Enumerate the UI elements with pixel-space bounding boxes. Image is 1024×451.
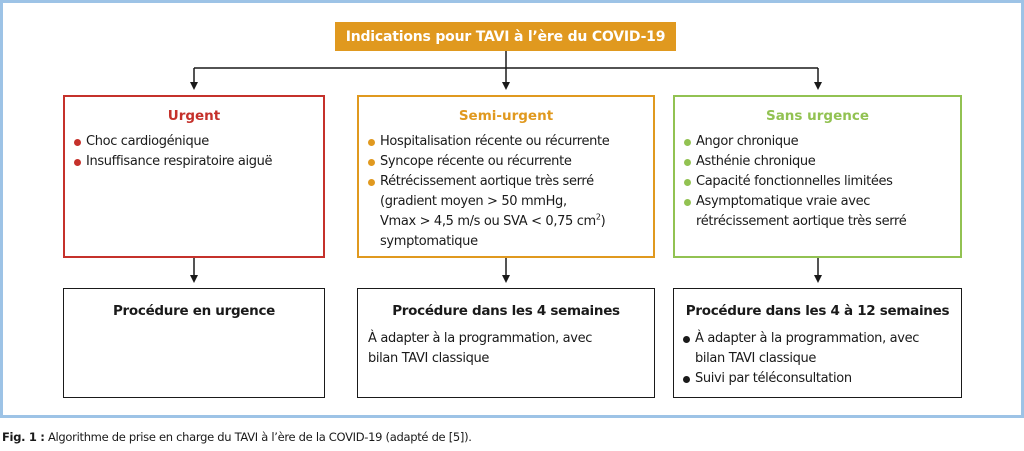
procedure-urgent-title: Procédure en urgence	[112, 303, 276, 319]
item-text: Asthénie chronique	[696, 154, 816, 169]
text-line: À adapter à la programmation, avec	[368, 331, 593, 346]
item-text: À adapter à la programmation, avec	[695, 331, 920, 346]
item-text: symptomatique	[380, 234, 478, 249]
bullet-icon	[684, 179, 691, 186]
item-text: )	[600, 214, 606, 229]
item-text: Vmax > 4,5 m/s ou SVA < 0,75 cm	[380, 214, 596, 229]
bullet-icon	[684, 159, 691, 166]
caption-text: Algorithme de prise en charge du TAVI à l’ère de la COVID-19 (adapté de [5]).	[44, 430, 472, 444]
caption-label: Fig. 1 :	[2, 430, 45, 444]
category-urgent-title: Urgent	[167, 108, 221, 124]
bullet-icon	[368, 159, 375, 166]
category-semi-urgent-title: Semi-urgent	[458, 108, 554, 124]
list-item	[682, 329, 955, 369]
category-semi-urgent-box	[357, 95, 655, 258]
list-item	[73, 132, 317, 152]
item-text: bilan TAVI classique	[695, 351, 817, 366]
item-text: Capacité fonctionnelles limitées	[696, 174, 893, 189]
item-text: Insuffisance respiratoire aiguë	[86, 154, 273, 169]
list-item	[367, 172, 647, 252]
item-text: Suivi par téléconsultation	[695, 371, 852, 386]
bullet-icon	[368, 179, 375, 186]
procedure-semi-urgent-box	[357, 288, 655, 398]
bullet-icon	[684, 139, 691, 146]
text-line: bilan TAVI classique	[368, 351, 490, 366]
list-item	[683, 192, 954, 232]
category-urgent-list	[65, 132, 323, 172]
procedure-semi-urgent-text	[358, 329, 654, 369]
procedure-semi-urgent-title: Procédure dans les 4 semaines	[392, 303, 620, 319]
bullet-icon	[368, 139, 375, 146]
item-text: Choc cardiogénique	[86, 134, 209, 149]
item-text: Rétrécissement aortique très serré	[380, 174, 594, 189]
list-item	[683, 172, 954, 192]
list-item	[682, 369, 955, 389]
category-sans-urgence-box	[673, 95, 962, 258]
list-item	[73, 152, 317, 172]
category-urgent-box	[63, 95, 325, 258]
item-text: Angor chronique	[696, 134, 799, 149]
bullet-icon	[684, 199, 691, 206]
item-text: rétrécissement aortique très serré	[696, 214, 907, 229]
item-text: (gradient moyen > 50 mmHg,	[380, 194, 567, 209]
procedure-sans-urgence-list	[674, 329, 961, 389]
procedure-sans-urgence-title: Procédure dans les 4 à 12 semaines	[685, 303, 950, 319]
list-item	[683, 132, 954, 152]
bullet-icon	[683, 376, 690, 383]
category-semi-urgent-list	[359, 132, 653, 252]
bullet-icon	[74, 139, 81, 146]
category-sans-urgence-list	[675, 132, 960, 232]
bullet-icon	[74, 159, 81, 166]
bullet-icon	[683, 336, 690, 343]
category-sans-urgence-title: Sans urgence	[765, 108, 870, 124]
diagram-title: Indications pour TAVI à l’ère du COVID-19	[335, 22, 676, 51]
item-text: Asymptomatique vraie avec	[696, 194, 871, 209]
list-item	[367, 152, 647, 172]
list-item	[683, 152, 954, 172]
item-text: Hospitalisation récente ou récurrente	[380, 134, 610, 149]
figure-caption	[2, 430, 472, 444]
superscript: 2	[595, 212, 601, 222]
procedure-urgent-box	[63, 288, 325, 398]
procedure-sans-urgence-box	[673, 288, 962, 398]
item-text: Syncope récente ou récurrente	[380, 154, 572, 169]
list-item	[367, 132, 647, 152]
